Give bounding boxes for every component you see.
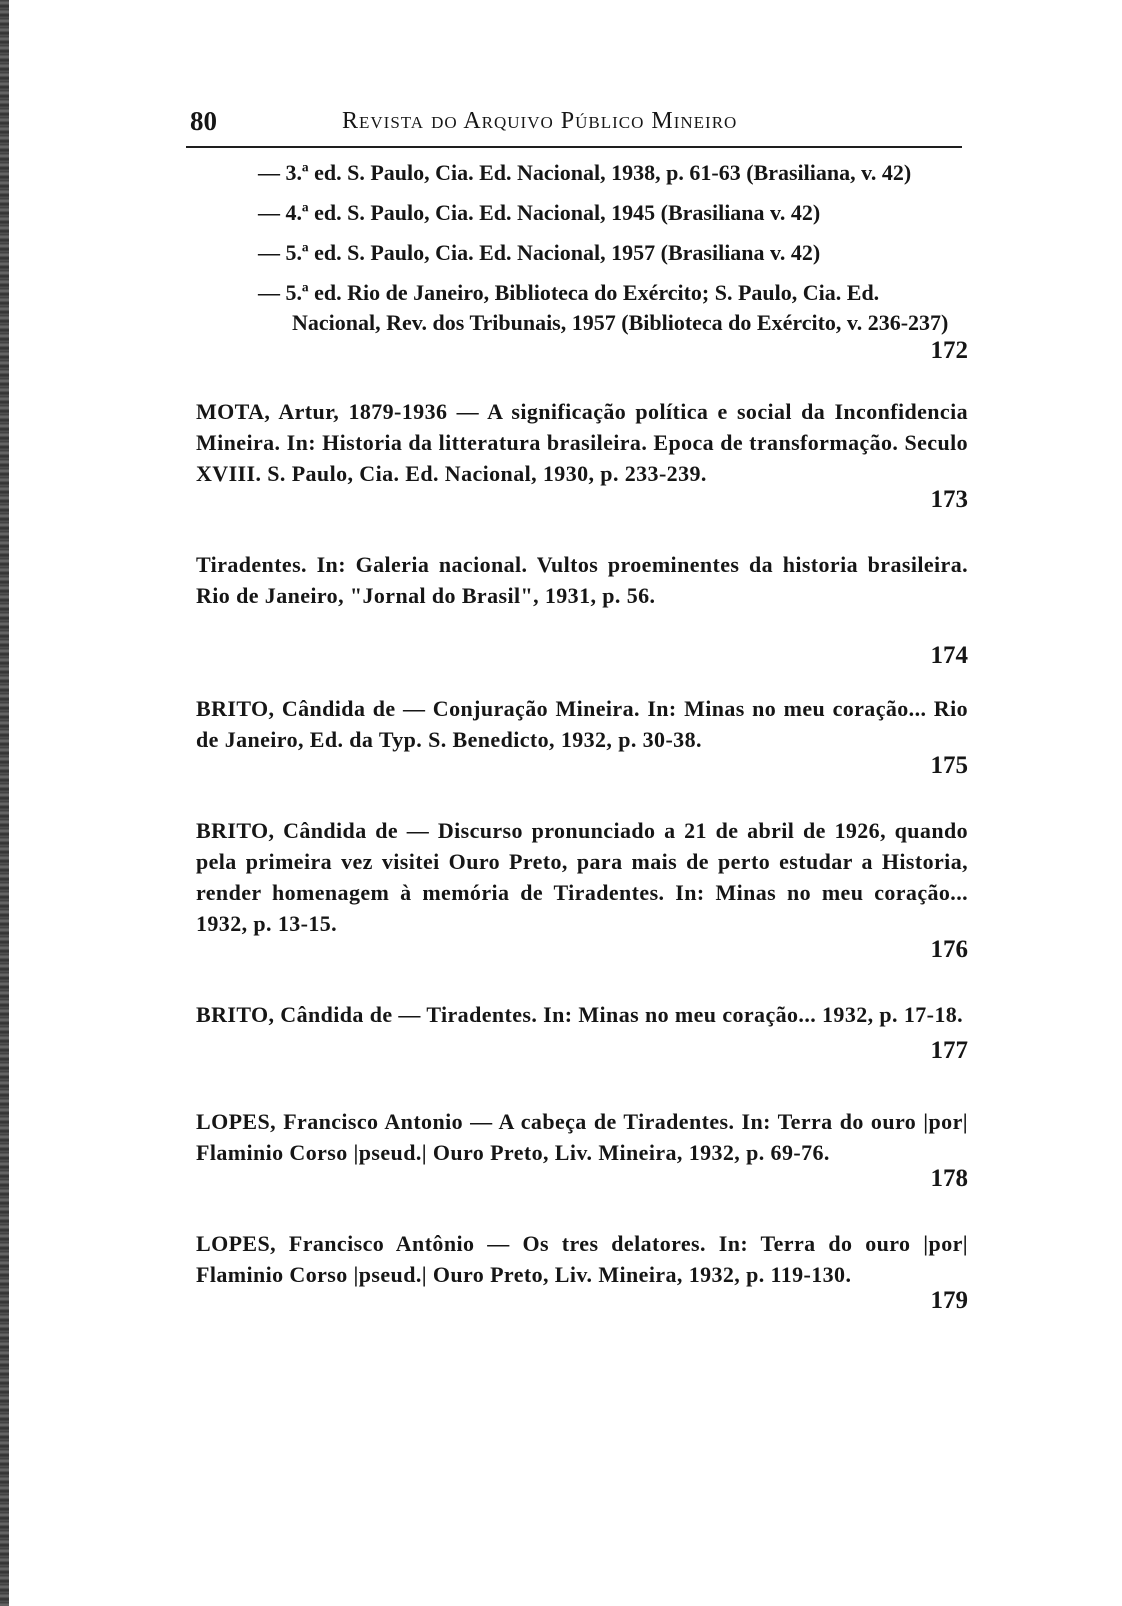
bibliography-entry [196, 549, 968, 611]
page-number: 80 [190, 106, 217, 136]
edition-item: — 3.ª ed. S. Paulo, Cia. Ed. Nacional, 1938, p. 61-63 (Brasiliana, v. 42) [258, 160, 912, 185]
entry-number: 177 [930, 1037, 968, 1064]
entry-number: 172 [930, 337, 968, 364]
entry-text: MOTA, Artur, 1879-1936 — A significação política e social da Inconfidencia Mineira. In: Historia da litteratura brasileira. Epoca de transformação. Seculo XVIII. S. Paulo, Cia. Ed. Nacional, 1930, p. 233-239. [196, 399, 968, 486]
entry-number: 173 [930, 486, 968, 513]
bibliography-entry [196, 815, 968, 939]
entry-text: BRITO, Cândida de — Conjuração Mineira. In: Minas no meu coração... Rio de Janeiro, Ed. da Typ. S. Benedicto, 1932, p. 30-38. [196, 696, 968, 752]
entry-number: 176 [930, 936, 968, 963]
entry-text: LOPES, Francisco Antônio — Os tres delatores. In: Terra do ouro |por| Flaminio Corso |pseud.| Ouro Preto, Liv. Mineira, 1932, p. 119-130. [196, 1231, 968, 1287]
edition-item: — 5.ª ed. S. Paulo, Cia. Ed. Nacional, 1957 (Brasiliana v. 42) [258, 240, 821, 265]
edition-item: — 5.ª ed. Rio de Janeiro, Biblioteca do Exército; S. Paulo, Cia. Ed. Nacional, Rev. dos Tribunais, 1957 (Biblioteca do Exército, v. 236-237) [258, 280, 949, 335]
entry-number: 179 [930, 1287, 968, 1314]
entry-number: 178 [930, 1165, 968, 1192]
bibliography-entry [196, 1228, 968, 1290]
entry-text: Tiradentes. In: Galeria nacional. Vultos proeminentes da historia brasileira. Rio de Janeiro, "Jornal do Brasil", 1931, p. 56. [196, 552, 968, 608]
running-title: Revista do Arquivo Público Mineiro [342, 108, 738, 134]
entry-number: 175 [930, 752, 968, 779]
bibliography-entry [196, 396, 968, 489]
bibliography-entry [196, 1106, 968, 1168]
entry-text: BRITO, Cândida de — Discurso pronunciado a 21 de abril de 1926, quando pela primeira vez visitei Ouro Preto, para mais de perto estudar a Historia, render homenagem à memória de Tiradentes. In: Minas no meu coração... 1932, p. 13-15. [196, 818, 968, 936]
entry-text: LOPES, Francisco Antonio — A cabeça de Tiradentes. In: Terra do ouro |por| Flaminio Corso |pseud.| Ouro Preto, Liv. Mineira, 1932, p. 69-76. [196, 1109, 968, 1165]
bibliography-list [196, 158, 968, 1316]
page-header [186, 96, 962, 148]
entry-number: 174 [930, 642, 968, 669]
scan-edge [0, 0, 9, 1606]
entry-text: BRITO, Cândida de — Tiradentes. In: Minas no meu coração... 1932, p. 17-18. [196, 1002, 964, 1027]
edition-list [196, 158, 968, 338]
edition-item: — 4.ª ed. S. Paulo, Cia. Ed. Nacional, 1945 (Brasiliana v. 42) [258, 200, 821, 225]
bibliography-entry [196, 693, 968, 755]
bibliography-entry [196, 999, 968, 1030]
